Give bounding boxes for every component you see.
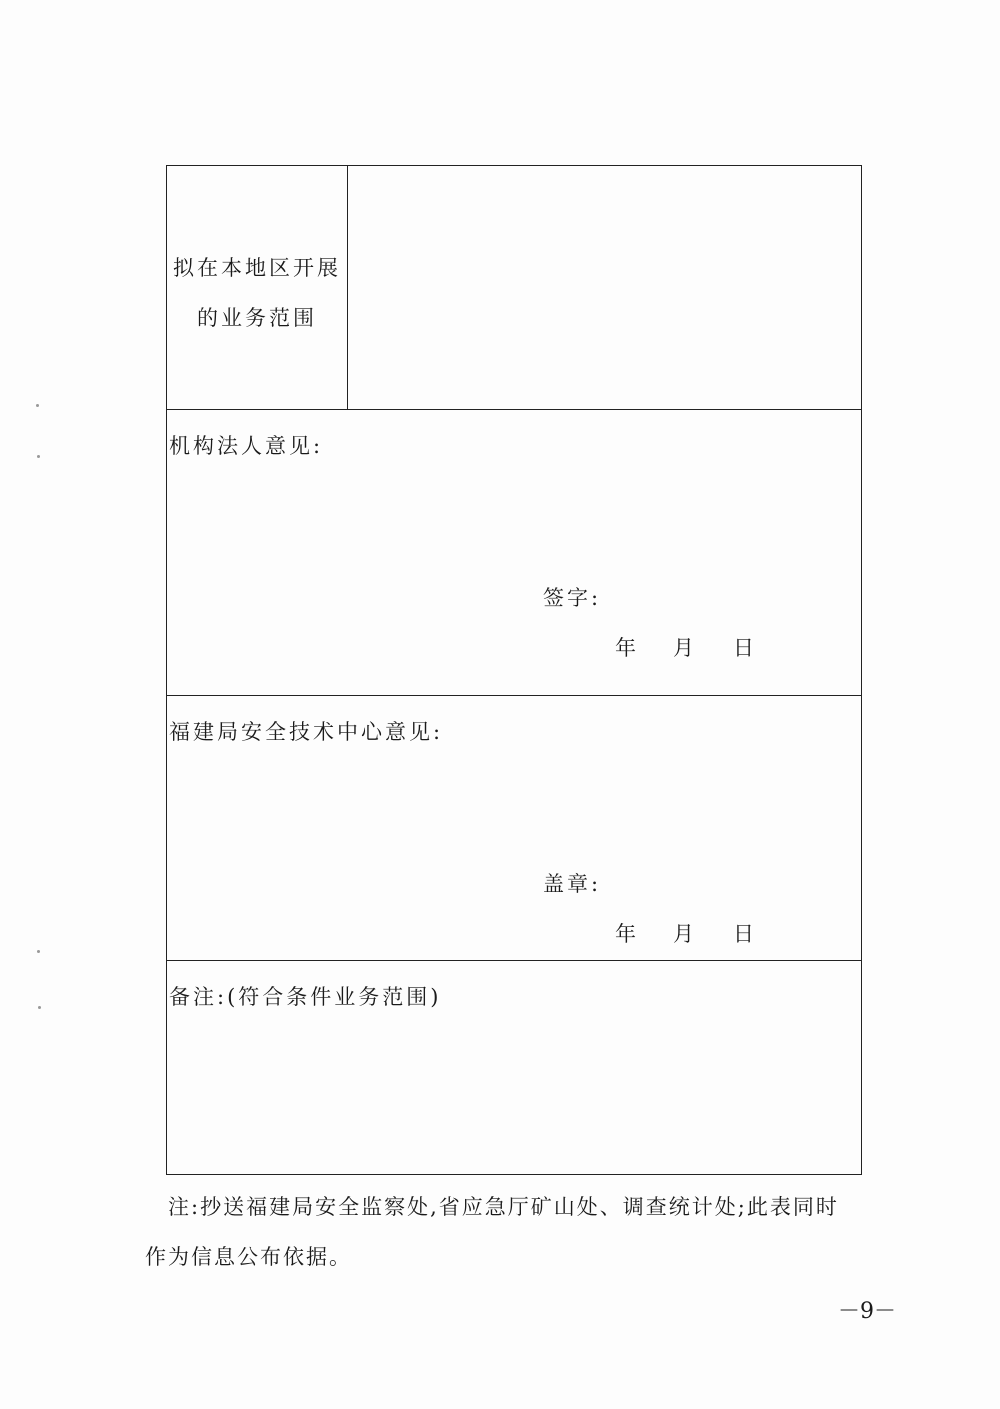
business-scope-value-cell[interactable] [348,166,861,409]
business-scope-label-cell [167,166,348,409]
business-scope-label-line-2: 的业务范围 [197,306,317,330]
remarks-row [167,961,861,1174]
application-form-table [166,165,862,1175]
legal-person-opinion-row [167,410,861,696]
tech-center-opinion-row [167,696,861,961]
date-month-label: 月 [673,922,694,946]
business-scope-label-line-1: 拟在本地区开展 [173,256,341,280]
signature-label: 签字: [543,586,602,610]
footnote-line-1: 注:抄送福建局安全监察处,省应急厅矿山处、调查统计处;此表同时 [168,1195,839,1219]
date-month-label: 月 [673,636,694,660]
date-day-label: 日 [733,922,754,946]
remarks-title: 备注:(符合条件业务范围) [169,985,442,1009]
footnote-line-2: 作为信息公布依据。 [145,1245,352,1269]
scan-speck [37,455,40,458]
legal-person-opinion-title: 机构法人意见: [169,434,324,458]
business-scope-row [167,166,861,410]
date-year-label: 年 [615,922,636,946]
date-year-label: 年 [615,636,636,660]
scan-speck [36,404,39,407]
date-day-label: 日 [733,636,754,660]
page-number: －9－ [838,1299,896,1324]
scan-speck [38,1006,41,1009]
seal-label: 盖章: [543,872,602,896]
scan-speck [37,950,40,953]
tech-center-opinion-title: 福建局安全技术中心意见: [169,720,444,744]
